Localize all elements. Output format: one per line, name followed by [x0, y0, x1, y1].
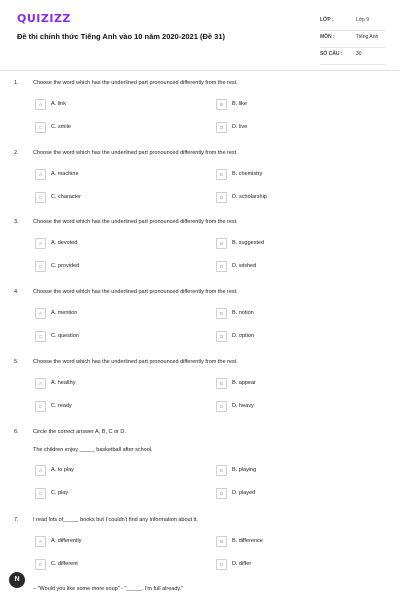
option-text: B. chemistry [232, 171, 263, 177]
option-letter: A [35, 465, 46, 476]
option-text: A. devoted [51, 240, 78, 246]
question-number: 3. [14, 219, 19, 225]
option-letter: C [35, 261, 46, 272]
option-text: A. machine [51, 171, 79, 177]
option-text: B. notion [232, 310, 254, 316]
option-text: D. heavy [232, 403, 254, 409]
option-text: C. character [51, 194, 81, 200]
option-text: C. smile [51, 124, 71, 130]
option-letter: D [216, 559, 227, 570]
question-number: 6. [14, 429, 19, 435]
meta-info [320, 14, 385, 65]
meta-label: LỚP : [320, 17, 334, 23]
meta-label: MÔN : [320, 34, 335, 40]
option-text: A. to play [51, 467, 74, 473]
question-text: Choose the word which has the underlined part pronounced differently from the rest. [33, 289, 238, 295]
question-text: I read lots of_____ books but I couldn't find any information about it. [33, 517, 198, 523]
option-letter: A [35, 169, 46, 180]
option-letter: D [216, 488, 227, 499]
option-text: D. wished [232, 263, 257, 269]
option-text: B. playing [232, 467, 257, 473]
question-text: Choose the word which has the underlined part pronounced differently from the rest. [33, 219, 238, 225]
question-text: Choose the word which has the underlined part pronounced differently from the rest. [33, 359, 238, 365]
option-letter: B [216, 169, 227, 180]
option-letter: D [216, 401, 227, 412]
option-text: D. scholarship [232, 194, 267, 200]
option-letter: C [35, 488, 46, 499]
meta-row-count [320, 48, 385, 65]
option-text: A. mention [51, 310, 78, 316]
option-letter: D [216, 261, 227, 272]
header [0, 0, 400, 70]
option-text: B. like [232, 101, 247, 107]
header-divider [0, 70, 400, 71]
question-number: 7. [14, 517, 19, 523]
option-text: D. differ [232, 561, 252, 567]
option-letter: B [216, 238, 227, 249]
question-text: Choose the word which has the underlined part pronounced differently from the rest. [33, 150, 238, 156]
option-text: A. link [51, 101, 66, 107]
question-subtext: The children enjoy _____ basketball after school. [33, 447, 153, 453]
option-letter: D [216, 192, 227, 203]
option-text: C. different [51, 561, 78, 567]
meta-row-subject [320, 31, 385, 48]
option-letter: C [35, 192, 46, 203]
meta-value: Lớp 9 [356, 17, 370, 23]
question-number: 5. [14, 359, 19, 365]
page-title: Đề thi chính thức Tiếng Anh vào 10 năm 2020-2021 (Đề 31) [17, 32, 225, 41]
question-text: – "Would you like some more soup" - "_____. I'm full already." [33, 586, 184, 592]
meta-row-grade [320, 14, 385, 31]
option-letter: D [216, 122, 227, 133]
option-text: D. played [232, 490, 256, 496]
option-letter: A [35, 308, 46, 319]
option-text: C. ready [51, 403, 72, 409]
option-letter: B [216, 99, 227, 110]
question-number: 4. [14, 289, 19, 295]
option-letter: B [216, 536, 227, 547]
avatar-badge[interactable]: N [9, 572, 25, 588]
option-letter: C [35, 122, 46, 133]
option-text: C. play [51, 490, 69, 496]
option-text: A. healthy [51, 380, 76, 386]
option-text: B. appear [232, 380, 256, 386]
meta-value: Tiếng Anh [356, 34, 379, 40]
option-letter: A [35, 238, 46, 249]
option-letter: B [216, 308, 227, 319]
meta-value: 30 [356, 51, 362, 57]
question-number: 1. [14, 80, 19, 86]
option-text: B. suggested [232, 240, 265, 246]
option-letter: C [35, 331, 46, 342]
option-text: B. difference [232, 538, 263, 544]
option-letter: A [35, 536, 46, 547]
option-text: C. question [51, 333, 79, 339]
option-letter: A [35, 99, 46, 110]
option-text: D. option [232, 333, 255, 339]
option-letter: A [35, 378, 46, 389]
option-letter: B [216, 465, 227, 476]
option-text: C. provided [51, 263, 80, 269]
option-letter: D [216, 331, 227, 342]
option-letter: B [216, 378, 227, 389]
question-text: Choose the word which has the underlined part pronounced differently from the rest. [33, 80, 238, 86]
option-letter: C [35, 401, 46, 412]
question-text: Circle the correct answer A, B, C or D. [33, 429, 126, 435]
option-text: A. differently [51, 538, 82, 544]
option-text: D. live [232, 124, 248, 130]
question-number: 2. [14, 150, 19, 156]
option-letter: C [35, 559, 46, 570]
meta-label: SỐ CÂU : [320, 51, 343, 57]
quizizz-logo: QUIZIZZ [17, 12, 71, 25]
